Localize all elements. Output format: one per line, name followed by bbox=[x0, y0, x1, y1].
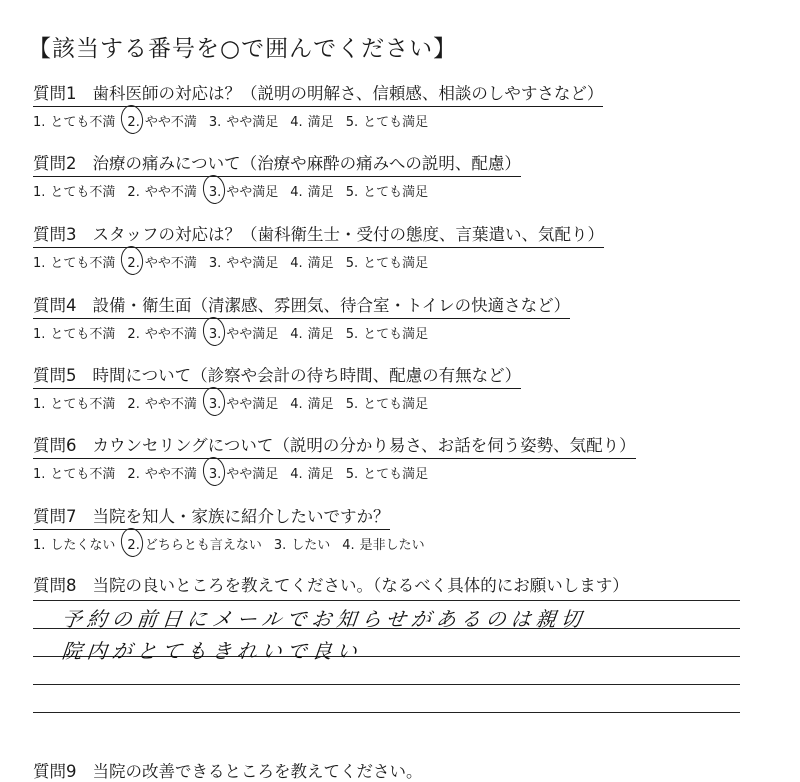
option-3[interactable] bbox=[209, 393, 278, 412]
option-label: 是非したい bbox=[359, 538, 425, 553]
option-number: 5. bbox=[345, 397, 359, 412]
question-2 bbox=[33, 150, 521, 200]
option-3[interactable] bbox=[209, 111, 278, 130]
option-5[interactable] bbox=[346, 252, 428, 271]
question-number: 質問8 bbox=[33, 576, 77, 595]
option-number: 5. bbox=[345, 256, 359, 271]
question-1 bbox=[33, 80, 603, 130]
option-1[interactable] bbox=[33, 463, 115, 482]
option-2[interactable] bbox=[127, 111, 196, 130]
option-label: したくない bbox=[50, 538, 116, 553]
option-number: 2. bbox=[127, 538, 140, 553]
question-heading bbox=[33, 503, 390, 530]
option-1[interactable] bbox=[33, 323, 115, 342]
option-label: やや満足 bbox=[226, 185, 279, 200]
option-number: 4. bbox=[290, 327, 303, 342]
option-number: 1. bbox=[33, 256, 46, 271]
option-5[interactable] bbox=[346, 463, 428, 482]
option-label: やや不満 bbox=[144, 185, 197, 200]
option-2[interactable] bbox=[127, 463, 196, 482]
option-label: やや満足 bbox=[226, 397, 279, 412]
option-number: 1. bbox=[33, 397, 46, 412]
option-label: 満足 bbox=[307, 467, 334, 482]
option-label: 満足 bbox=[307, 115, 334, 130]
option-group bbox=[33, 393, 521, 412]
question-number: 質問5 bbox=[33, 366, 77, 385]
option-label: とても不満 bbox=[50, 185, 116, 200]
question-heading bbox=[33, 432, 636, 459]
option-number: 1. bbox=[33, 538, 46, 553]
option-1[interactable] bbox=[33, 393, 115, 412]
question-heading bbox=[33, 362, 521, 389]
option-2[interactable] bbox=[127, 252, 196, 271]
option-label: 満足 bbox=[307, 327, 334, 342]
option-number: 5. bbox=[345, 115, 359, 130]
option-number: 5. bbox=[345, 185, 359, 200]
option-2[interactable] bbox=[127, 393, 196, 412]
option-number: 4. bbox=[290, 256, 303, 271]
question-text: 当院の改善できるところを教えてください。 bbox=[92, 762, 423, 781]
option-3[interactable] bbox=[209, 463, 278, 482]
question-number: 質問4 bbox=[33, 296, 77, 315]
option-number: 2. bbox=[127, 467, 140, 482]
question-heading bbox=[33, 80, 603, 107]
option-group bbox=[33, 181, 521, 200]
option-number: 2. bbox=[127, 256, 140, 271]
option-number: 2. bbox=[127, 397, 140, 412]
option-number: 5. bbox=[345, 467, 359, 482]
option-5[interactable] bbox=[346, 323, 428, 342]
question-6 bbox=[33, 432, 636, 482]
option-number: 3. bbox=[208, 467, 222, 482]
question-text: 当院の良いところを教えてください。（なるべく具体的にお願いします） bbox=[92, 576, 629, 595]
question-number: 質問2 bbox=[33, 154, 77, 173]
option-label: とても不満 bbox=[50, 115, 116, 130]
option-2[interactable] bbox=[127, 323, 196, 342]
option-number: 3. bbox=[208, 185, 222, 200]
question-text: 歯科医師の対応は？（説明の明解さ、信頼感、相談のしやすさなど） bbox=[92, 84, 604, 103]
option-label: とても満足 bbox=[363, 185, 429, 200]
option-number: 3. bbox=[208, 256, 222, 271]
option-label: 満足 bbox=[307, 185, 334, 200]
option-label: とても満足 bbox=[363, 256, 429, 271]
option-3[interactable] bbox=[274, 534, 330, 553]
question-number: 質問3 bbox=[33, 225, 77, 244]
option-5[interactable] bbox=[346, 111, 428, 130]
answer-line bbox=[33, 600, 740, 601]
option-label: どちらとも言えない bbox=[144, 538, 262, 553]
option-label: とても不満 bbox=[50, 467, 116, 482]
question-text: 時間について（診察や会計の待ち時間、配慮の有無など） bbox=[92, 366, 522, 385]
option-group bbox=[33, 463, 636, 482]
question-text: 設備・衛生面（清潔感、雰囲気、待合室・トイレの快適さなど） bbox=[92, 296, 571, 315]
option-5[interactable] bbox=[346, 393, 428, 412]
option-4[interactable] bbox=[290, 323, 333, 342]
option-number: 4. bbox=[342, 538, 355, 553]
option-number: 5. bbox=[345, 327, 359, 342]
question-number: 質問9 bbox=[33, 762, 77, 781]
option-label: やや不満 bbox=[144, 327, 197, 342]
question-heading bbox=[33, 292, 570, 319]
question-9-heading bbox=[33, 758, 423, 782]
option-number: 1. bbox=[33, 467, 46, 482]
option-number: 1. bbox=[33, 327, 46, 342]
option-number: 4. bbox=[290, 185, 303, 200]
option-label: やや不満 bbox=[144, 467, 197, 482]
option-3[interactable] bbox=[209, 323, 278, 342]
option-label: とても満足 bbox=[363, 467, 429, 482]
option-4[interactable] bbox=[342, 534, 424, 553]
option-label: やや不満 bbox=[144, 115, 197, 130]
question-text: カウンセリングについて（説明の分かり易さ、お話を伺う姿勢、気配り） bbox=[92, 436, 636, 455]
question-3 bbox=[33, 221, 604, 271]
option-number: 4. bbox=[290, 397, 303, 412]
option-4[interactable] bbox=[290, 463, 333, 482]
option-label: やや満足 bbox=[226, 115, 279, 130]
option-label: とても不満 bbox=[50, 397, 116, 412]
option-label: とても満足 bbox=[363, 397, 429, 412]
option-2[interactable] bbox=[127, 534, 261, 553]
option-number: 4. bbox=[290, 467, 303, 482]
option-1[interactable] bbox=[33, 111, 115, 130]
option-4[interactable] bbox=[290, 181, 333, 200]
question-text: 当院を知人・家族に紹介したいですか？ bbox=[92, 507, 390, 526]
question-heading bbox=[33, 150, 521, 177]
question-8-heading bbox=[33, 572, 629, 596]
answer-line bbox=[33, 684, 740, 685]
option-4[interactable] bbox=[290, 393, 333, 412]
option-3[interactable] bbox=[209, 252, 278, 271]
survey-title: 【該当する番号を○で囲んでください】 bbox=[28, 36, 458, 62]
option-number: 4. bbox=[290, 115, 303, 130]
option-label: 満足 bbox=[307, 397, 334, 412]
option-number: 3. bbox=[208, 327, 222, 342]
question-number: 質問7 bbox=[33, 507, 77, 526]
option-number: 2. bbox=[127, 115, 140, 130]
option-group bbox=[33, 323, 570, 342]
option-label: とても満足 bbox=[363, 115, 429, 130]
option-3[interactable] bbox=[209, 181, 278, 200]
question-5 bbox=[33, 362, 521, 412]
option-1[interactable] bbox=[33, 252, 115, 271]
option-number: 3. bbox=[208, 115, 222, 130]
question-7 bbox=[33, 503, 437, 553]
option-1[interactable] bbox=[33, 534, 115, 553]
question-heading bbox=[33, 221, 604, 248]
option-label: 満足 bbox=[307, 256, 334, 271]
option-label: やや不満 bbox=[144, 256, 197, 271]
option-5[interactable] bbox=[346, 181, 428, 200]
option-2[interactable] bbox=[127, 181, 196, 200]
option-label: とても満足 bbox=[363, 327, 429, 342]
option-4[interactable] bbox=[290, 111, 333, 130]
option-label: とても不満 bbox=[50, 256, 116, 271]
question-4 bbox=[33, 292, 570, 342]
option-number: 2. bbox=[127, 327, 140, 342]
answer-line bbox=[33, 712, 740, 713]
question-number: 質問6 bbox=[33, 436, 77, 455]
question-text: 治療の痛みについて（治療や麻酔の痛みへの説明、配慮） bbox=[92, 154, 521, 173]
option-label: やや満足 bbox=[226, 256, 279, 271]
option-group bbox=[33, 111, 603, 130]
handwritten-answer-line-1: 予約の前日にメールでお知らせがあるのは親切 bbox=[60, 607, 588, 631]
option-group-q7 bbox=[33, 534, 437, 553]
option-number: 1. bbox=[33, 185, 46, 200]
option-number: 3. bbox=[208, 397, 222, 412]
option-group bbox=[33, 252, 604, 271]
handwritten-answer-line-2: 院内がとてもきれいで良い bbox=[60, 639, 364, 663]
option-label: とても不満 bbox=[50, 327, 116, 342]
question-number: 質問1 bbox=[33, 84, 77, 103]
option-label: したい bbox=[291, 538, 331, 553]
option-number: 2. bbox=[127, 185, 140, 200]
option-label: やや満足 bbox=[226, 467, 279, 482]
option-label: やや満足 bbox=[226, 327, 279, 342]
option-number: 1. bbox=[33, 115, 46, 130]
option-1[interactable] bbox=[33, 181, 115, 200]
question-text: スタッフの対応は？（歯科衛生士・受付の態度、言葉遣い、気配り） bbox=[92, 225, 604, 244]
option-label: やや不満 bbox=[144, 397, 197, 412]
option-number: 3. bbox=[273, 538, 287, 553]
option-4[interactable] bbox=[290, 252, 333, 271]
